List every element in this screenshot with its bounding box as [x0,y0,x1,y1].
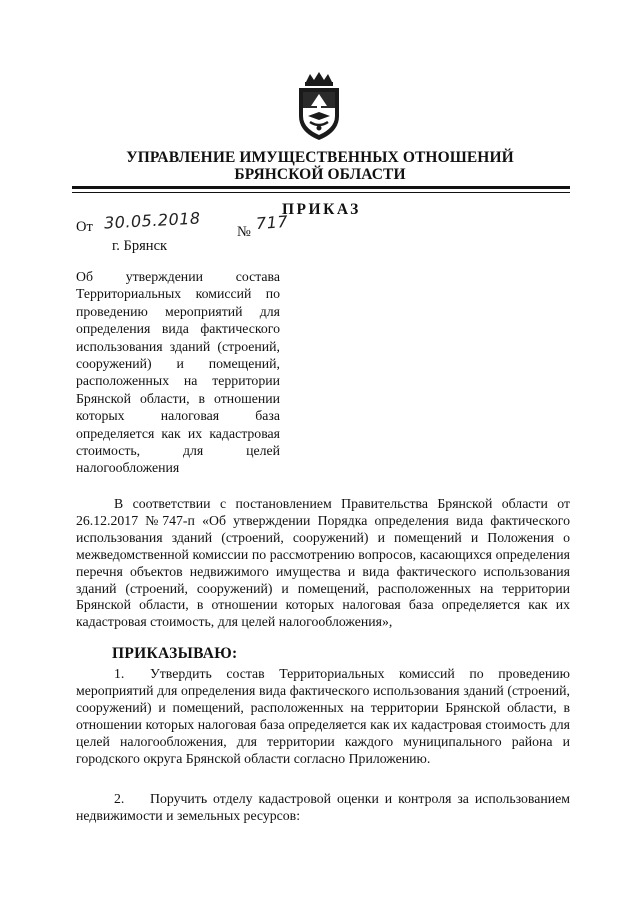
handwritten-date: 30.05.2018 [103,208,202,233]
organization-name-line1: УПРАВЛЕНИЕ ИМУЩЕСТВЕННЫХ ОТНОШЕНИЙ [126,149,514,166]
header-rule-thick [72,186,570,189]
city-line: г. Брянск [112,238,168,254]
header-rule-thin [72,192,570,193]
number-label: № [237,224,251,240]
bryansk-coat-of-arms-icon [290,72,348,142]
item-number: 2. [114,791,125,806]
document-subject: Об утверждении состава Территориальных комиссий по проведению мероприятий для определения вида фактического использования зданий (строений, сооружений) и помещений, расположенных на территории Брянской области, в отношении которых налоговая база определяется как их кадастровая стоимость, для целей налогообложения [76,269,280,476]
item-number: 1. [114,666,125,681]
preamble-paragraph: В соответствии с постановлением Правительства Брянской области от 26.12.2017 №747-п «Об утверждении Порядка определения вида фактического использования зданий (строений, сооружений) и помещений и Положения о межведомственной комиссии по рассмотрению вопросов, касающихся определения перечня объектов недвижимого имущества и вида фактического использования зданий (строений, сооружений) и помещений, расположенных на территории Брянской области, в отношении которых налоговая база определяется как их кадастровая стоимость, для целей налогообложения», [76,496,570,630]
order-word: ПРИКАЗЫВАЮ: [112,645,238,662]
handwritten-number: 717 [255,211,289,234]
item-text: Поручить отделу кадастровой оценки и контроля за использованием недвижимости и земельных ресурсов: [76,791,570,823]
item-text: Утвердить состав Территориальных комиссий по проведению мероприятий для определения вида фактического использования зданий (строений, сооружений) и помещений, расположенных на территории Брянской области, в отношении которых налоговая база определяется как их кадастровая стоимость для целей налогообложения, для территории каждого муниципального района и городского округа Брянской области согласно Приложению. [76,666,570,766]
organization-name-line2: БРЯНСКОЙ ОБЛАСТИ [234,166,406,183]
order-item-1 [76,666,570,767]
document-type-title: ПРИКАЗ [282,201,361,218]
date-prefix: От [76,219,93,235]
order-item-2 [76,791,570,825]
